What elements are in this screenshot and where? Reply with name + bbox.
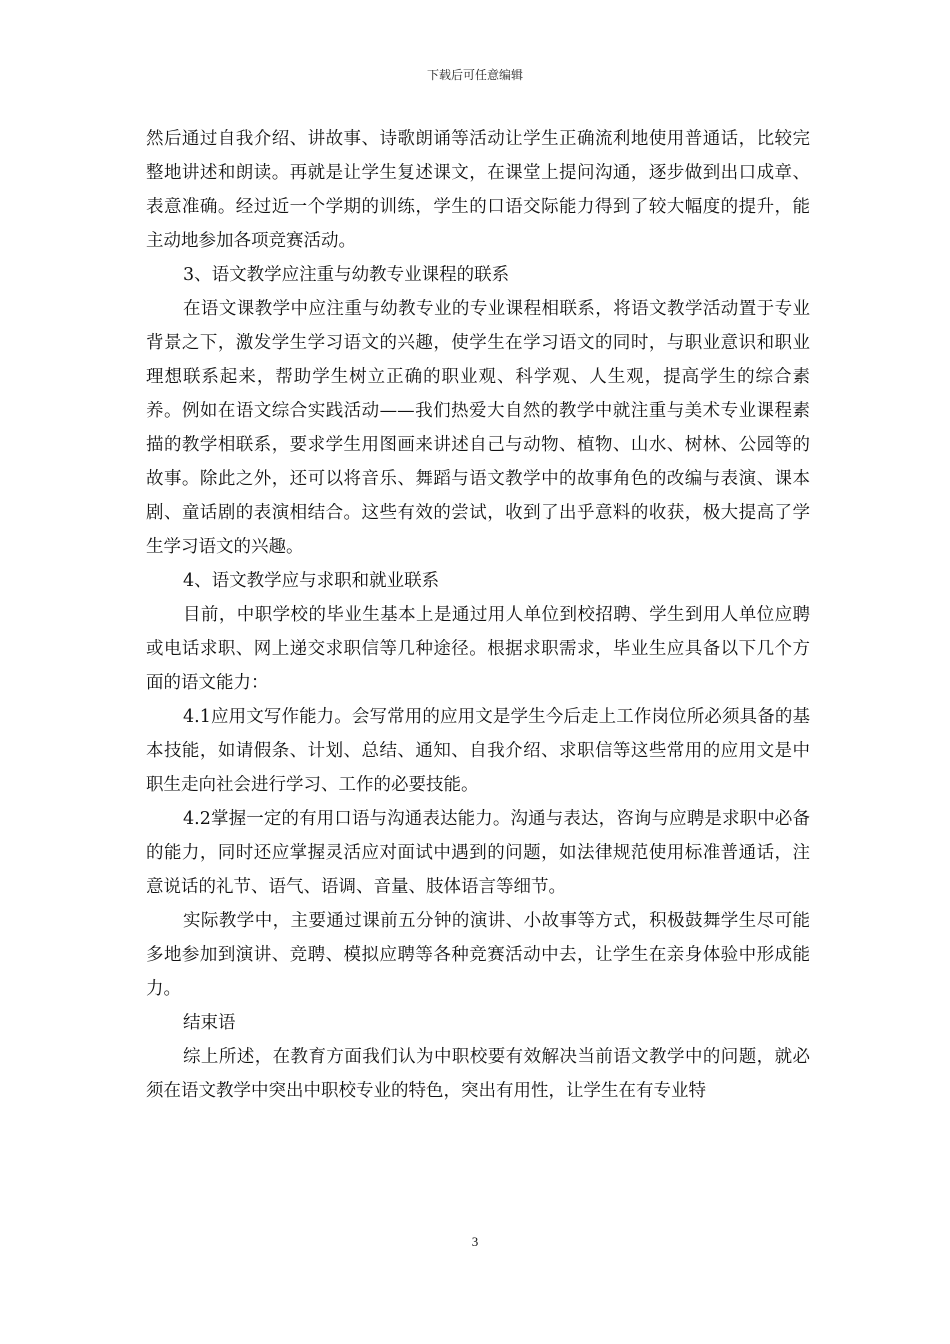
paragraph-4-1: 4.1应用文写作能力。会写常用的应用文是学生今后走上工作岗位所必须具备的基本技能，如请假条、计划、总结、通知、自我介绍、求职信等这些常用的应用文是中职生走向社会进行学习、工作的必要技能。: [146, 707, 810, 795]
paragraph-conclusion: 综上所述，在教育方面我们认为中职校要有效解决当前语文教学中的问题，就必须在语文教学中突出中职校专业的特色，突出有用性，让学生在有专业特: [146, 1047, 810, 1101]
page-number: 3: [471, 1234, 479, 1249]
paragraph-section-4-intro: 目前，中职学校的毕业生基本上是通过用人单位到校招聘、学生到用人单位应聘或电话求职、网上递交求职信等几种途径。根据求职需求，毕业生应具备以下几个方面的语文能力：: [146, 605, 810, 693]
page-header: 下载后可任意编辑: [426, 68, 523, 82]
conclusion-heading: 结束语: [183, 1013, 236, 1033]
paragraph-4-2: 4.2掌握一定的有用口语与沟通表达能力。沟通与表达，咨询与应聘是求职中必备的能力，同时还应掌握灵活应对面试中遇到的问题，如法律规范使用标准普通话，注意说话的礼节、语气、语调、音量、肢体语言等细节。: [146, 809, 810, 897]
document-body: [146, 122, 810, 1108]
paragraph-practice: 实际教学中，主要通过课前五分钟的演讲、小故事等方式，积极鼓舞学生尽可能多地参加到演讲、竞聘、模拟应聘等各种竞赛活动中去，让学生在亲身体验中形成能力。: [146, 911, 810, 999]
paragraph-continuation: 然后通过自我介绍、讲故事、诗歌朗诵等活动让学生正确流利地使用普通话，比较完整地讲述和朗读。再就是让学生复述课文，在课堂上提问沟通，逐步做到出口成章、表意准确。经过近一个学期的训练，学生的口语交际能力得到了较大幅度的提升，能主动地参加各项竞赛活动。: [146, 129, 810, 251]
section-heading-3: 3、语文教学应注重与幼教专业课程的联系: [183, 265, 510, 285]
paragraph-section-3: 在语文课教学中应注重与幼教专业的专业课程相联系，将语文教学活动置于专业背景之下，激发学生学习语文的兴趣，使学生在学习语文的同时，与职业意识和职业理想联系起来，帮助学生树立正确的职业观、科学观、人生观，提高学生的综合素养。例如在语文综合实践活动——我们热爱大自然的教学中就注重与美术专业课程素描的教学相联系，要求学生用图画来讲述自己与动物、植物、山水、树林、公园等的故事。除此之外，还可以将音乐、舞蹈与语文教学中的故事角色的改编与表演、课本剧、童话剧的表演相结合。这些有效的尝试，收到了出乎意料的收获，极大提高了学生学习语文的兴趣。: [146, 299, 810, 557]
section-heading-4: 4、语文教学应与求职和就业联系: [183, 571, 440, 591]
